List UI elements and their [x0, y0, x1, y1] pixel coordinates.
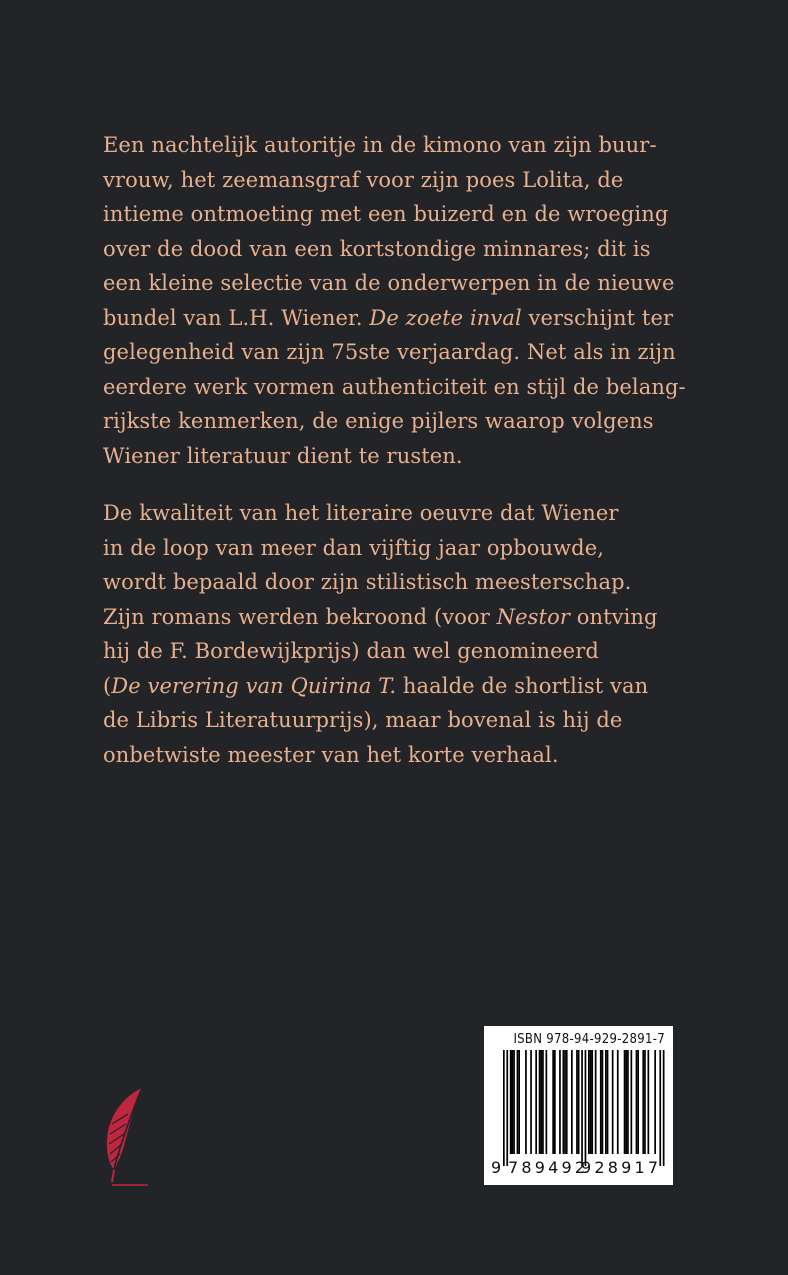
text-line [103, 404, 703, 439]
text-segment: bundel van L.H. Wiener. [103, 305, 370, 330]
barcode-bar [591, 1050, 593, 1154]
barcode-bar [637, 1050, 639, 1154]
text-line [103, 370, 703, 405]
text-segment: verschijnt ter [521, 305, 674, 330]
text-line [103, 496, 703, 531]
barcode-digit-first: 9 [491, 1158, 502, 1177]
text-segment: intieme ontmoeting met een buizerd en de wroeging [103, 202, 669, 226]
text-segment: wordt bepaald door zijn stilistisch meesterschap. [103, 570, 632, 594]
text-line [103, 128, 703, 163]
barcode-bar [648, 1050, 650, 1154]
text-segment: eerdere werk vormen authenticiteit en stijl de belang- [103, 374, 686, 399]
text-segment: onbetwiste meester van het korte verhaal. [103, 742, 559, 767]
barcode-bar [625, 1050, 627, 1154]
text-line [103, 669, 703, 704]
barcode-bar [540, 1050, 542, 1154]
barcode-bar [644, 1050, 646, 1154]
barcode-bar [554, 1050, 556, 1154]
barcode-bar [617, 1050, 619, 1154]
barcode-bar [512, 1050, 514, 1154]
text-line [103, 738, 703, 773]
book-title-text: Nestor [496, 604, 570, 629]
text-line [103, 197, 703, 232]
text-segment: in de loop van meer dan vijftig jaar opbouwde, [103, 535, 605, 560]
barcode-bar [563, 1050, 565, 1154]
blurb-paragraph-1 [103, 128, 703, 473]
barcode-bar [642, 1050, 644, 1154]
barcode-digits-left: 789492 [508, 1158, 589, 1177]
barcode-bar [602, 1050, 604, 1154]
barcode-bar [659, 1050, 661, 1166]
barcode-bar [510, 1050, 512, 1154]
barcode-bar [607, 1050, 609, 1154]
isbn-label: ISBN 978-94-929-2891-7 [513, 1032, 665, 1047]
barcode-bar [525, 1050, 527, 1154]
barcode-bar [585, 1050, 587, 1166]
barcode-bar [588, 1050, 590, 1154]
text-line [103, 301, 703, 336]
text-line [103, 565, 703, 600]
barcode-bar [595, 1050, 597, 1154]
text-segment: een kleine selectie van de onderwerpen in de nieuwe [103, 271, 675, 295]
barcode-bar [654, 1050, 656, 1154]
barcode-bar [552, 1050, 554, 1154]
text-segment: rijkste kenmerken, de enige pijlers waarop volgens [103, 409, 654, 433]
barcode-bar [578, 1050, 580, 1154]
barcode-bar [600, 1050, 602, 1154]
barcode-bar [576, 1050, 578, 1154]
barcode-digits-right: 928917 [581, 1158, 662, 1177]
barcode-bar [636, 1050, 638, 1154]
text-segment: Zijn romans werden bekroond (voor [103, 604, 497, 629]
text-line [103, 600, 703, 635]
barcode-bar [546, 1050, 548, 1154]
text-line [103, 335, 703, 370]
barcode-bar [566, 1050, 568, 1154]
barcode-bar [517, 1050, 519, 1154]
barcode-bar [542, 1050, 544, 1154]
barcode-bar [535, 1050, 537, 1154]
quill-icon [98, 1084, 152, 1188]
barcode-bar [631, 1050, 633, 1154]
barcode-bar [590, 1050, 592, 1154]
blurb-paragraph-2 [103, 496, 703, 772]
barcode-bar [506, 1050, 508, 1166]
isbn-barcode [484, 1026, 673, 1185]
barcode-bar [663, 1050, 665, 1166]
barcode-bar [503, 1050, 505, 1166]
barcode-bar [581, 1050, 583, 1166]
barcode-bar [627, 1050, 629, 1154]
text-segment: ( [103, 673, 112, 698]
barcode-bar [605, 1050, 607, 1154]
text-line [103, 163, 703, 198]
barcode-bar [530, 1050, 532, 1154]
barcode-bar [571, 1050, 573, 1154]
barcode-bar [513, 1050, 515, 1154]
book-title-text: De zoete inval [369, 305, 522, 330]
barcode-bar [539, 1050, 541, 1154]
barcode-bar [559, 1050, 561, 1154]
text-segment: de Libris Literatuurprijs), maar bovenal is hij de [103, 708, 623, 732]
text-line [103, 703, 703, 738]
text-line [103, 232, 703, 267]
text-segment: Een nachtelijk autoritje in de kimono van zijn buur- [103, 133, 657, 157]
text-segment: hij de F. Bordewijkprijs) dan wel genomineerd [103, 639, 599, 663]
text-segment: over de dood van een kortstondige minnares; dit is [103, 236, 651, 261]
text-segment: haalde de shortlist van [396, 673, 649, 698]
barcode-bar [612, 1050, 614, 1154]
text-segment: vrouw, het zeemansgraf voor zijn poes Lolita, de [103, 167, 624, 192]
text-line [103, 634, 703, 669]
barcode-bar [564, 1050, 566, 1154]
text-segment: De kwaliteit van het literaire oeuvre dat Wiener [103, 501, 619, 525]
barcode-bar [518, 1050, 520, 1154]
text-line [103, 439, 703, 474]
text-segment: ontving [569, 604, 658, 629]
text-segment: gelegenheid van zijn 75ste verjaardag. Net als in zijn [103, 340, 676, 364]
text-line [103, 266, 703, 301]
text-segment: Wiener literatuur dient te rusten. [103, 443, 463, 468]
barcode-bar [624, 1050, 626, 1154]
book-title-text: De verering van Quirina T. [111, 673, 397, 698]
text-line [103, 531, 703, 566]
